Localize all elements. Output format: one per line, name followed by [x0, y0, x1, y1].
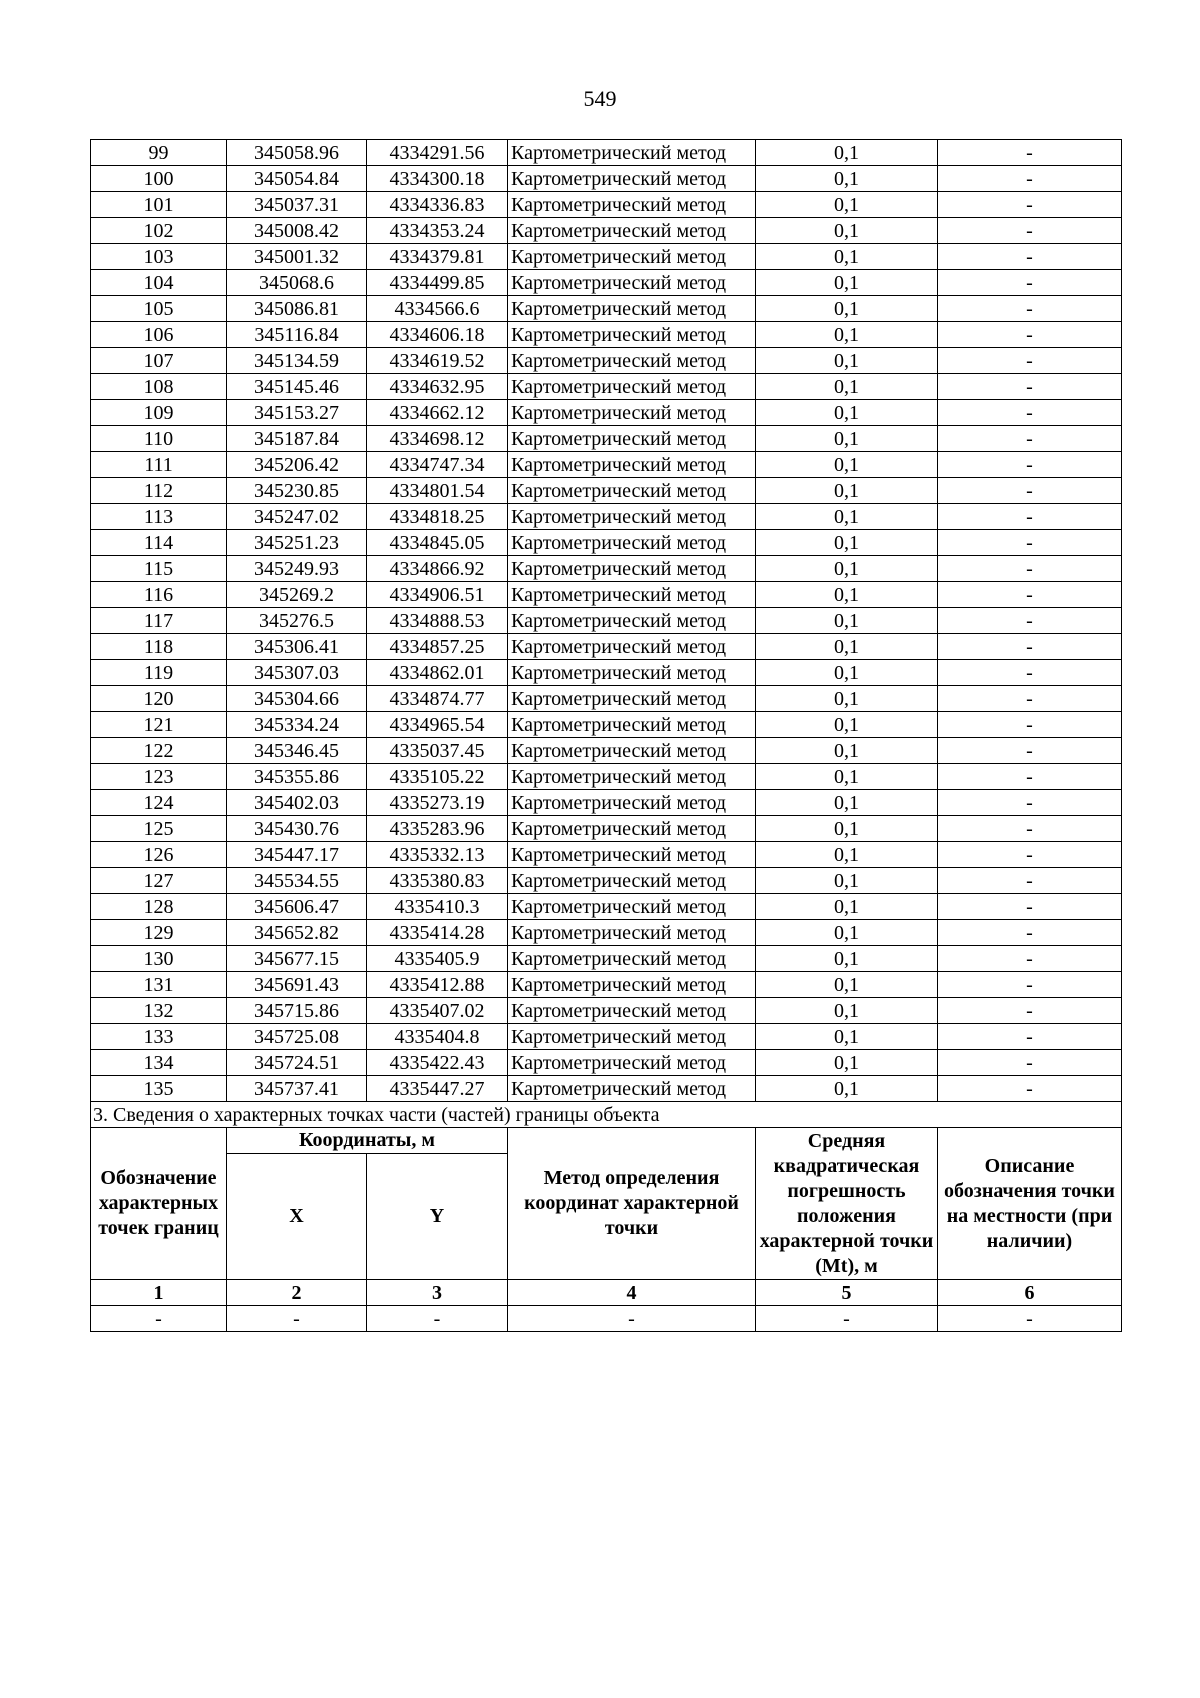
coord-y: 4334566.6	[367, 296, 508, 322]
header-method: Метод определения координат характерной точки	[508, 1128, 756, 1280]
section3-title: 3. Сведения о характерных точках части (частей) границы объекта	[91, 1102, 1122, 1128]
mt-cell: 0,1	[756, 426, 938, 452]
point-number: 113	[91, 504, 227, 530]
description-cell: -	[938, 400, 1122, 426]
empty-data-row	[91, 1306, 1122, 1332]
table-row	[91, 244, 1122, 270]
method-cell: Картометрический метод	[508, 582, 756, 608]
method-cell: Картометрический метод	[508, 868, 756, 894]
coord-y: 4334336.83	[367, 192, 508, 218]
point-number: 108	[91, 374, 227, 400]
description-cell: -	[938, 738, 1122, 764]
method-cell: Картометрический метод	[508, 998, 756, 1024]
point-number: 110	[91, 426, 227, 452]
method-cell: Картометрический метод	[508, 452, 756, 478]
coord-y: 4334662.12	[367, 400, 508, 426]
method-cell: Картометрический метод	[508, 478, 756, 504]
header-description: Описание обозначения точки на местности (при наличии)	[938, 1128, 1122, 1280]
table-row	[91, 1050, 1122, 1076]
header-coordinates: Координаты, м	[227, 1128, 508, 1154]
table-row	[91, 738, 1122, 764]
table-row	[91, 998, 1122, 1024]
empty-cell: -	[227, 1306, 367, 1332]
coord-y: 4335407.02	[367, 998, 508, 1024]
description-cell: -	[938, 140, 1122, 166]
mt-cell: 0,1	[756, 504, 938, 530]
coord-y: 4334499.85	[367, 270, 508, 296]
coord-x: 345187.84	[227, 426, 367, 452]
header-mt: Средняя квадратическая погрешность положения характерной точки (Mt), м	[756, 1128, 938, 1280]
point-number: 124	[91, 790, 227, 816]
point-number: 100	[91, 166, 227, 192]
method-cell: Картометрический метод	[508, 608, 756, 634]
method-cell: Картометрический метод	[508, 634, 756, 660]
point-number: 126	[91, 842, 227, 868]
coord-y: 4335414.28	[367, 920, 508, 946]
method-cell: Картометрический метод	[508, 764, 756, 790]
table-row	[91, 868, 1122, 894]
table-row	[91, 504, 1122, 530]
coord-x: 345068.6	[227, 270, 367, 296]
mt-cell: 0,1	[756, 1076, 938, 1102]
mt-cell: 0,1	[756, 712, 938, 738]
mt-cell: 0,1	[756, 686, 938, 712]
description-cell: -	[938, 478, 1122, 504]
table-row	[91, 296, 1122, 322]
column-number: 1	[91, 1280, 227, 1306]
coord-y: 4334632.95	[367, 374, 508, 400]
description-cell: -	[938, 530, 1122, 556]
method-cell: Картометрический метод	[508, 244, 756, 270]
description-cell: -	[938, 452, 1122, 478]
point-number: 122	[91, 738, 227, 764]
description-cell: -	[938, 556, 1122, 582]
page-number: 549	[583, 86, 617, 111]
method-cell: Картометрический метод	[508, 556, 756, 582]
coord-y: 4334845.05	[367, 530, 508, 556]
method-cell: Картометрический метод	[508, 504, 756, 530]
mt-cell: 0,1	[756, 894, 938, 920]
description-cell: -	[938, 218, 1122, 244]
table-row	[91, 374, 1122, 400]
method-cell: Картометрический метод	[508, 660, 756, 686]
mt-cell: 0,1	[756, 374, 938, 400]
description-cell: -	[938, 894, 1122, 920]
point-number: 114	[91, 530, 227, 556]
coord-y: 4335404.8	[367, 1024, 508, 1050]
table-row	[91, 348, 1122, 374]
description-cell: -	[938, 972, 1122, 998]
point-number: 120	[91, 686, 227, 712]
coord-x: 345715.86	[227, 998, 367, 1024]
point-number: 130	[91, 946, 227, 972]
coord-x: 345058.96	[227, 140, 367, 166]
description-cell: -	[938, 816, 1122, 842]
point-number: 119	[91, 660, 227, 686]
description-cell: -	[938, 504, 1122, 530]
table-row	[91, 192, 1122, 218]
coord-y: 4335412.88	[367, 972, 508, 998]
coord-y: 4335447.27	[367, 1076, 508, 1102]
coord-y: 4334353.24	[367, 218, 508, 244]
header-x: X	[227, 1154, 367, 1280]
coord-x: 345307.03	[227, 660, 367, 686]
method-cell: Картометрический метод	[508, 348, 756, 374]
mt-cell: 0,1	[756, 270, 938, 296]
coord-x: 345116.84	[227, 322, 367, 348]
mt-cell: 0,1	[756, 192, 938, 218]
description-cell: -	[938, 764, 1122, 790]
point-number: 133	[91, 1024, 227, 1050]
method-cell: Картометрический метод	[508, 140, 756, 166]
mt-cell: 0,1	[756, 556, 938, 582]
coord-x: 345737.41	[227, 1076, 367, 1102]
table-row	[91, 1024, 1122, 1050]
point-number: 134	[91, 1050, 227, 1076]
header-designation: Обозначение характерных точек границ	[91, 1128, 227, 1280]
method-cell: Картометрический метод	[508, 686, 756, 712]
coord-x: 345230.85	[227, 478, 367, 504]
point-number: 99	[91, 140, 227, 166]
table-row	[91, 920, 1122, 946]
method-cell: Картометрический метод	[508, 322, 756, 348]
table-row	[91, 1076, 1122, 1102]
mt-cell: 0,1	[756, 348, 938, 374]
column-number: 5	[756, 1280, 938, 1306]
coord-x: 345652.82	[227, 920, 367, 946]
coord-y: 4334965.54	[367, 712, 508, 738]
coord-y: 4334866.92	[367, 556, 508, 582]
point-number: 104	[91, 270, 227, 296]
mt-cell: 0,1	[756, 946, 938, 972]
coord-y: 4335105.22	[367, 764, 508, 790]
description-cell: -	[938, 1050, 1122, 1076]
point-number: 131	[91, 972, 227, 998]
description-cell: -	[938, 608, 1122, 634]
table-row	[91, 478, 1122, 504]
coord-y: 4334698.12	[367, 426, 508, 452]
method-cell: Картометрический метод	[508, 920, 756, 946]
column-numbers-row	[91, 1280, 1122, 1306]
mt-cell: 0,1	[756, 530, 938, 556]
table-row	[91, 946, 1122, 972]
column-number: 6	[938, 1280, 1122, 1306]
table-row	[91, 140, 1122, 166]
point-number: 109	[91, 400, 227, 426]
coord-y: 4334862.01	[367, 660, 508, 686]
coord-x: 345334.24	[227, 712, 367, 738]
mt-cell: 0,1	[756, 1024, 938, 1050]
method-cell: Картометрический метод	[508, 374, 756, 400]
description-cell: -	[938, 712, 1122, 738]
mt-cell: 0,1	[756, 868, 938, 894]
coord-x: 345145.46	[227, 374, 367, 400]
table-row	[91, 322, 1122, 348]
coord-x: 345247.02	[227, 504, 367, 530]
description-cell: -	[938, 868, 1122, 894]
coord-y: 4335037.45	[367, 738, 508, 764]
mt-cell: 0,1	[756, 582, 938, 608]
method-cell: Картометрический метод	[508, 218, 756, 244]
method-cell: Картометрический метод	[508, 1050, 756, 1076]
mt-cell: 0,1	[756, 816, 938, 842]
coord-x: 345134.59	[227, 348, 367, 374]
mt-cell: 0,1	[756, 400, 938, 426]
coord-x: 345086.81	[227, 296, 367, 322]
mt-cell: 0,1	[756, 764, 938, 790]
coord-x: 345276.5	[227, 608, 367, 634]
point-number: 116	[91, 582, 227, 608]
column-number: 4	[508, 1280, 756, 1306]
table-row	[91, 712, 1122, 738]
method-cell: Картометрический метод	[508, 400, 756, 426]
coord-x: 345402.03	[227, 790, 367, 816]
point-number: 107	[91, 348, 227, 374]
mt-cell: 0,1	[756, 244, 938, 270]
point-number: 127	[91, 868, 227, 894]
coord-y: 4334888.53	[367, 608, 508, 634]
point-number: 117	[91, 608, 227, 634]
description-cell: -	[938, 296, 1122, 322]
coord-x: 345606.47	[227, 894, 367, 920]
coord-y: 4334619.52	[367, 348, 508, 374]
table-row	[91, 218, 1122, 244]
section3-block	[91, 1102, 1122, 1332]
coord-y: 4334857.25	[367, 634, 508, 660]
table-row	[91, 530, 1122, 556]
table-row	[91, 894, 1122, 920]
empty-cell: -	[91, 1306, 227, 1332]
point-number: 132	[91, 998, 227, 1024]
coord-y: 4335273.19	[367, 790, 508, 816]
mt-cell: 0,1	[756, 140, 938, 166]
coord-y: 4335380.83	[367, 868, 508, 894]
coord-y: 4334291.56	[367, 140, 508, 166]
mt-cell: 0,1	[756, 634, 938, 660]
column-number: 2	[227, 1280, 367, 1306]
description-cell: -	[938, 790, 1122, 816]
method-cell: Картометрический метод	[508, 738, 756, 764]
coord-y: 4334379.81	[367, 244, 508, 270]
method-cell: Картометрический метод	[508, 530, 756, 556]
mt-cell: 0,1	[756, 920, 938, 946]
coord-x: 345206.42	[227, 452, 367, 478]
table-row	[91, 972, 1122, 998]
point-number: 112	[91, 478, 227, 504]
coord-x: 345677.15	[227, 946, 367, 972]
coord-x: 345304.66	[227, 686, 367, 712]
point-number: 118	[91, 634, 227, 660]
coord-x: 345153.27	[227, 400, 367, 426]
coord-x: 345001.32	[227, 244, 367, 270]
coord-x: 345249.93	[227, 556, 367, 582]
point-number: 129	[91, 920, 227, 946]
coord-y: 4334906.51	[367, 582, 508, 608]
coord-y: 4335410.3	[367, 894, 508, 920]
empty-cell: -	[756, 1306, 938, 1332]
coord-x: 345008.42	[227, 218, 367, 244]
table-row	[91, 608, 1122, 634]
table-row	[91, 400, 1122, 426]
method-cell: Картометрический метод	[508, 842, 756, 868]
points-table-body	[91, 140, 1122, 1102]
table-row	[91, 790, 1122, 816]
coord-x: 345534.55	[227, 868, 367, 894]
coord-y: 4334747.34	[367, 452, 508, 478]
description-cell: -	[938, 192, 1122, 218]
coord-y: 4334300.18	[367, 166, 508, 192]
description-cell: -	[938, 660, 1122, 686]
table-row	[91, 426, 1122, 452]
coord-x: 345306.41	[227, 634, 367, 660]
table-row	[91, 166, 1122, 192]
table-row	[91, 582, 1122, 608]
mt-cell: 0,1	[756, 322, 938, 348]
mt-cell: 0,1	[756, 608, 938, 634]
mt-cell: 0,1	[756, 660, 938, 686]
point-number: 121	[91, 712, 227, 738]
point-number: 135	[91, 1076, 227, 1102]
method-cell: Картометрический метод	[508, 1076, 756, 1102]
description-cell: -	[938, 374, 1122, 400]
table-row	[91, 660, 1122, 686]
column-number: 3	[367, 1280, 508, 1306]
method-cell: Картометрический метод	[508, 1024, 756, 1050]
point-number: 128	[91, 894, 227, 920]
table-row	[91, 556, 1122, 582]
table-row	[91, 270, 1122, 296]
table-row	[91, 686, 1122, 712]
coord-y: 4334801.54	[367, 478, 508, 504]
mt-cell: 0,1	[756, 972, 938, 998]
description-cell: -	[938, 166, 1122, 192]
description-cell: -	[938, 1076, 1122, 1102]
coord-y: 4335332.13	[367, 842, 508, 868]
method-cell: Картометрический метод	[508, 946, 756, 972]
description-cell: -	[938, 634, 1122, 660]
description-cell: -	[938, 842, 1122, 868]
method-cell: Картометрический метод	[508, 894, 756, 920]
coord-x: 345054.84	[227, 166, 367, 192]
table-row	[91, 816, 1122, 842]
point-number: 125	[91, 816, 227, 842]
empty-cell: -	[367, 1306, 508, 1332]
mt-cell: 0,1	[756, 738, 938, 764]
header-y: Y	[367, 1154, 508, 1280]
coord-y: 4335405.9	[367, 946, 508, 972]
empty-cell: -	[508, 1306, 756, 1332]
coord-x: 345037.31	[227, 192, 367, 218]
method-cell: Картометрический метод	[508, 166, 756, 192]
method-cell: Картометрический метод	[508, 972, 756, 998]
mt-cell: 0,1	[756, 478, 938, 504]
method-cell: Картометрический метод	[508, 192, 756, 218]
method-cell: Картометрический метод	[508, 426, 756, 452]
empty-cell: -	[938, 1306, 1122, 1332]
boundary-points-table	[90, 139, 1122, 1332]
coord-y: 4335283.96	[367, 816, 508, 842]
coord-x: 345725.08	[227, 1024, 367, 1050]
method-cell: Картометрический метод	[508, 816, 756, 842]
coord-x: 345724.51	[227, 1050, 367, 1076]
description-cell: -	[938, 582, 1122, 608]
mt-cell: 0,1	[756, 998, 938, 1024]
coord-y: 4335422.43	[367, 1050, 508, 1076]
coord-x: 345430.76	[227, 816, 367, 842]
mt-cell: 0,1	[756, 452, 938, 478]
description-cell: -	[938, 998, 1122, 1024]
coord-x: 345691.43	[227, 972, 367, 998]
mt-cell: 0,1	[756, 218, 938, 244]
mt-cell: 0,1	[756, 842, 938, 868]
method-cell: Картометрический метод	[508, 296, 756, 322]
coord-y: 4334818.25	[367, 504, 508, 530]
coord-x: 345251.23	[227, 530, 367, 556]
description-cell: -	[938, 244, 1122, 270]
coord-x: 345346.45	[227, 738, 367, 764]
description-cell: -	[938, 426, 1122, 452]
table-row	[91, 842, 1122, 868]
table-row	[91, 764, 1122, 790]
description-cell: -	[938, 946, 1122, 972]
coord-y: 4334874.77	[367, 686, 508, 712]
point-number: 103	[91, 244, 227, 270]
coord-x: 345269.2	[227, 582, 367, 608]
table-row	[91, 452, 1122, 478]
point-number: 123	[91, 764, 227, 790]
mt-cell: 0,1	[756, 1050, 938, 1076]
coord-x: 345447.17	[227, 842, 367, 868]
description-cell: -	[938, 686, 1122, 712]
description-cell: -	[938, 1024, 1122, 1050]
point-number: 105	[91, 296, 227, 322]
method-cell: Картометрический метод	[508, 790, 756, 816]
mt-cell: 0,1	[756, 296, 938, 322]
coord-x: 345355.86	[227, 764, 367, 790]
description-cell: -	[938, 348, 1122, 374]
table-row	[91, 634, 1122, 660]
description-cell: -	[938, 270, 1122, 296]
method-cell: Картометрический метод	[508, 712, 756, 738]
mt-cell: 0,1	[756, 790, 938, 816]
description-cell: -	[938, 920, 1122, 946]
point-number: 101	[91, 192, 227, 218]
mt-cell: 0,1	[756, 166, 938, 192]
coord-y: 4334606.18	[367, 322, 508, 348]
method-cell: Картометрический метод	[508, 270, 756, 296]
point-number: 106	[91, 322, 227, 348]
description-cell: -	[938, 322, 1122, 348]
point-number: 102	[91, 218, 227, 244]
point-number: 115	[91, 556, 227, 582]
point-number: 111	[91, 452, 227, 478]
